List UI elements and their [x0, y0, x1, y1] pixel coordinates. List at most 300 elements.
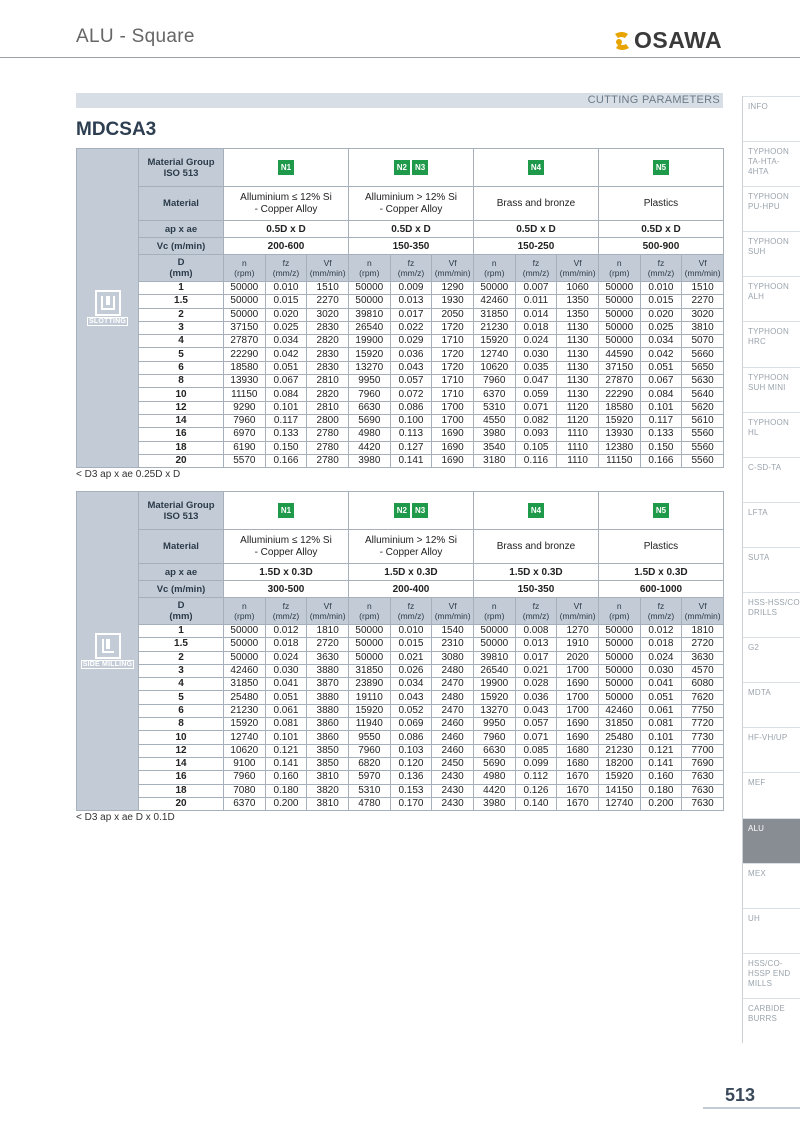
table-cell: 0.021: [390, 651, 432, 664]
table-cell: 6630: [348, 401, 390, 414]
table-cell: 0.011: [515, 295, 557, 308]
table-cell: 2830: [307, 321, 349, 334]
table-row: [77, 335, 724, 348]
table-cell: 0.042: [265, 348, 307, 361]
table-cell: 4420: [348, 441, 390, 454]
table-cell: 4570: [682, 664, 724, 677]
table-cell: 0.116: [515, 454, 557, 467]
table-cell: 21230: [473, 321, 515, 334]
table-cell: 2470: [432, 678, 474, 691]
sidebar-tab[interactable]: TYPHOON HRC: [742, 321, 800, 366]
table-cell: 5620: [682, 401, 724, 414]
table-row: [77, 784, 724, 797]
sidebar-tab[interactable]: SUTA: [742, 547, 800, 592]
apxae-value: 1.5D x 0.3D: [598, 564, 723, 581]
apxae-row: [77, 221, 724, 238]
sidebar-tab[interactable]: MEX: [742, 863, 800, 908]
table-cell: 25480: [224, 691, 266, 704]
table-cell: 0.015: [390, 638, 432, 651]
table-cell: 2460: [432, 744, 474, 757]
vc-row: [77, 238, 724, 255]
material-name: Brass and bronze: [473, 187, 598, 221]
diameter-cell: 10: [139, 731, 224, 744]
table-cell: 2820: [307, 388, 349, 401]
table-cell: 0.112: [515, 771, 557, 784]
table-cell: 3980: [348, 454, 390, 467]
table-cell: 0.101: [640, 731, 682, 744]
apxae-value: 0.5D x D: [473, 221, 598, 238]
column-header-symbol: Vf: [448, 601, 457, 611]
diameter-cell: 14: [139, 757, 224, 770]
table-row: [77, 321, 724, 334]
table-cell: 1690: [557, 678, 599, 691]
table-cell: 1700: [432, 401, 474, 414]
column-header: [598, 598, 640, 625]
table-row: [77, 691, 724, 704]
column-header-unit: (mm/z): [272, 611, 300, 621]
sidebar-tab[interactable]: C-SD-TA: [742, 457, 800, 502]
table-cell: 0.101: [265, 731, 307, 744]
column-header-symbol: Vf: [698, 601, 707, 611]
table-cell: 1690: [557, 718, 599, 731]
table-cell: 1710: [432, 375, 474, 388]
logo-text: OSAWA: [634, 27, 723, 53]
table-cell: 11150: [598, 454, 640, 467]
table-cell: 7960: [224, 414, 266, 427]
table-cell: 0.015: [640, 295, 682, 308]
material-group-chips: [473, 492, 598, 530]
table-cell: 1670: [557, 784, 599, 797]
table-cell: 22290: [598, 388, 640, 401]
vc-value: 300-500: [224, 581, 349, 598]
diameter-cell: 6: [139, 361, 224, 374]
table-cell: 2430: [432, 784, 474, 797]
operation-label: SLOTTING: [89, 318, 126, 326]
table-cell: 0.034: [640, 335, 682, 348]
table-cell: 12740: [224, 731, 266, 744]
table-cell: 2310: [432, 638, 474, 651]
table-cell: 0.028: [515, 678, 557, 691]
sidebar-tab[interactable]: INFO: [742, 96, 800, 141]
table-row: [77, 375, 724, 388]
table-cell: 2050: [432, 308, 474, 321]
table-cell: 11940: [348, 718, 390, 731]
diameter-header: [139, 255, 224, 282]
table-row: [77, 704, 724, 717]
table-cell: 50000: [348, 295, 390, 308]
table-cell: 42460: [224, 664, 266, 677]
table-cell: 1350: [557, 308, 599, 321]
table-cell: 14150: [598, 784, 640, 797]
column-header: [473, 598, 515, 625]
table-cell: 7690: [682, 757, 724, 770]
column-header-unit: (mm/min): [434, 268, 471, 278]
table-cell: 27870: [598, 375, 640, 388]
table-cell: 0.012: [265, 625, 307, 638]
material-group-chips: [598, 492, 723, 530]
table-cell: 5690: [473, 757, 515, 770]
table-cell: 9550: [348, 731, 390, 744]
column-header-symbol: Vf: [323, 601, 332, 611]
column-header: [598, 255, 640, 282]
column-header: [307, 255, 349, 282]
table-cell: 3180: [473, 454, 515, 467]
table-cell: 0.010: [640, 282, 682, 295]
table-cell: 2270: [682, 295, 724, 308]
table-cell: 50000: [598, 321, 640, 334]
table-cell: 7630: [682, 797, 724, 810]
diameter-cell: 1: [139, 282, 224, 295]
diameter-header: [139, 598, 224, 625]
material-label: Material: [139, 530, 224, 564]
table-cell: 0.126: [515, 784, 557, 797]
table-cell: 6080: [682, 678, 724, 691]
table-cell: 2780: [307, 441, 349, 454]
table-cell: 1540: [432, 625, 474, 638]
table-cell: 5630: [682, 375, 724, 388]
table-cell: 0.020: [265, 308, 307, 321]
table-cell: 7720: [682, 718, 724, 731]
table-cell: 2810: [307, 401, 349, 414]
table-cell: 0.024: [640, 651, 682, 664]
sidebar-tab[interactable]: LFTA: [742, 502, 800, 547]
column-header-symbol: Vf: [573, 601, 582, 611]
table-cell: 1510: [682, 282, 724, 295]
table-row: [77, 718, 724, 731]
table-cell: 2460: [432, 731, 474, 744]
table-cell: 0.017: [515, 651, 557, 664]
table-cell: 5560: [682, 454, 724, 467]
table-cell: 50000: [224, 651, 266, 664]
column-header-symbol: fz: [532, 258, 540, 268]
diameter-cell: 6: [139, 704, 224, 717]
column-header-symbol: n: [616, 258, 622, 268]
operation-panel: [77, 149, 139, 468]
table-cell: 5690: [348, 414, 390, 427]
table-cell: 3850: [307, 757, 349, 770]
table-cell: 0.022: [390, 321, 432, 334]
section-band-label: CUTTING PARAMETERS: [587, 94, 720, 106]
table-cell: 0.010: [265, 282, 307, 295]
table-cell: 31850: [224, 678, 266, 691]
table-cell: 31850: [473, 308, 515, 321]
table-cell: 2820: [307, 335, 349, 348]
table-row: [77, 348, 724, 361]
table-cell: 0.093: [515, 428, 557, 441]
table-cell: 0.018: [265, 638, 307, 651]
table-cell: 0.133: [640, 428, 682, 441]
table-cell: 2720: [307, 638, 349, 651]
table-cell: 1700: [557, 691, 599, 704]
material-group-chips: [224, 149, 349, 187]
table-cell: 1690: [557, 731, 599, 744]
table-cell: 12380: [598, 441, 640, 454]
table-cell: 3980: [473, 428, 515, 441]
table-row: [77, 414, 724, 427]
table-cell: 3630: [307, 651, 349, 664]
table-row: [77, 282, 724, 295]
diameter-cell: 8: [139, 375, 224, 388]
sidebar-tab[interactable]: HSS/CO-HSSP END MILLS: [742, 953, 800, 998]
table-cell: 1930: [432, 295, 474, 308]
diameter-cell: 8: [139, 718, 224, 731]
table-cell: 0.113: [390, 428, 432, 441]
table-cell: 31850: [348, 664, 390, 677]
table-cell: 0.067: [265, 375, 307, 388]
material-name: Alluminium > 12% Si - Copper Alloy: [348, 187, 473, 221]
table-cell: 1290: [432, 282, 474, 295]
sidebar-tab[interactable]: TYPHOON HL: [742, 412, 800, 457]
table-cell: 2780: [307, 428, 349, 441]
table-cell: 0.020: [640, 308, 682, 321]
table-cell: 50000: [348, 282, 390, 295]
table-cell: 19110: [348, 691, 390, 704]
apxae-value: 1.5D x 0.3D: [473, 564, 598, 581]
column-header: [265, 598, 307, 625]
diameter-cell: 1.5: [139, 638, 224, 651]
table-cell: 3860: [307, 731, 349, 744]
table-cell: 1130: [557, 335, 599, 348]
table-cell: 2720: [682, 638, 724, 651]
apxae-value: 0.5D x D: [598, 221, 723, 238]
table-cell: 0.081: [265, 718, 307, 731]
column-header-unit: (rpm): [359, 268, 380, 278]
table-cell: 0.047: [515, 375, 557, 388]
column-header-unit: (mm/z): [647, 611, 675, 621]
table-cell: 6190: [224, 441, 266, 454]
column-header: [224, 598, 266, 625]
table-cell: 7960: [348, 388, 390, 401]
table-cell: 1720: [432, 321, 474, 334]
table-cell: 2480: [432, 664, 474, 677]
column-header-unit: (rpm): [609, 268, 630, 278]
table-cell: 0.084: [265, 388, 307, 401]
table-cell: 3850: [307, 744, 349, 757]
table-cell: 37150: [224, 321, 266, 334]
table-cell: 4980: [473, 771, 515, 784]
page-number: 513: [725, 1085, 756, 1105]
column-header: [390, 598, 432, 625]
iso-group-chip: N3: [412, 503, 428, 518]
side-milling-parameters-table: [76, 491, 724, 811]
material-group-row: [77, 149, 724, 187]
table-cell: 12740: [473, 348, 515, 361]
apxae-value: 1.5D x 0.3D: [224, 564, 349, 581]
column-header-symbol: fz: [657, 601, 665, 611]
apxae-value: 0.5D x D: [348, 221, 473, 238]
table-cell: 0.025: [640, 321, 682, 334]
table-cell: 0.029: [390, 335, 432, 348]
table-cell: 50000: [598, 651, 640, 664]
sidebar-tab[interactable]: ALU: [742, 818, 800, 863]
table-cell: 0.071: [515, 731, 557, 744]
table-cell: 1110: [557, 428, 599, 441]
table-cell: 12740: [598, 797, 640, 810]
column-header-unit: (mm/min): [434, 611, 471, 621]
table-row: [77, 308, 724, 321]
header-divider: [0, 57, 800, 58]
sidebar-tab[interactable]: HF-VH/UP: [742, 727, 800, 772]
diameter-cell: 1.5: [139, 295, 224, 308]
sidebar-tab[interactable]: MEF: [742, 772, 800, 817]
table-cell: 1130: [557, 388, 599, 401]
table-cell: 0.052: [390, 704, 432, 717]
vc-row: [77, 581, 724, 598]
column-header-unit: (mm/min): [309, 268, 346, 278]
column-header: [265, 255, 307, 282]
table-cell: 50000: [598, 295, 640, 308]
table-cell: 0.100: [390, 414, 432, 427]
table-cell: 50000: [598, 691, 640, 704]
apxae-value: 0.5D x D: [224, 221, 349, 238]
table-cell: 10620: [224, 744, 266, 757]
iso-group-chip: N4: [528, 503, 544, 518]
table-cell: 19900: [348, 335, 390, 348]
material-group-chips: [598, 149, 723, 187]
diameter-cell: 5: [139, 348, 224, 361]
table-cell: 0.051: [265, 691, 307, 704]
column-header-symbol: n: [241, 601, 247, 611]
diameter-cell: 2: [139, 651, 224, 664]
table-cell: 1700: [557, 704, 599, 717]
material-label: Material: [139, 187, 224, 221]
sidebar-tab[interactable]: G2: [742, 637, 800, 682]
operation-label: SIDE MILLING: [82, 661, 133, 669]
column-header: [224, 255, 266, 282]
column-header-symbol: fz: [657, 258, 665, 268]
table-cell: 50000: [473, 282, 515, 295]
column-header-unit: (mm/z): [397, 268, 425, 278]
table-cell: 18200: [598, 757, 640, 770]
table-cell: 0.024: [265, 651, 307, 664]
sidebar-tab[interactable]: TYPHOON ALH: [742, 276, 800, 321]
table-cell: 0.069: [390, 718, 432, 731]
table-cell: 15920: [473, 691, 515, 704]
table-cell: 2450: [432, 757, 474, 770]
table-cell: 1690: [432, 454, 474, 467]
table-cell: 0.051: [640, 691, 682, 704]
table-cell: 0.030: [265, 664, 307, 677]
table-cell: 5650: [682, 361, 724, 374]
table-row: [77, 771, 724, 784]
side-milling-note: < D3 ap x ae D x 0.1D: [76, 812, 175, 823]
iso-group-chip: N2: [394, 160, 410, 175]
table-cell: 50000: [598, 625, 640, 638]
column-header: [515, 255, 557, 282]
column-header: [348, 598, 390, 625]
diameter-cell: 16: [139, 771, 224, 784]
table-cell: 5310: [348, 784, 390, 797]
table-cell: 1130: [557, 361, 599, 374]
table-row: [77, 638, 724, 651]
iso-group-chip: N3: [412, 160, 428, 175]
material-row: [77, 530, 724, 564]
material-name: Plastics: [598, 530, 723, 564]
table-cell: 0.086: [390, 401, 432, 414]
table-cell: 1720: [432, 348, 474, 361]
table-cell: 7960: [473, 375, 515, 388]
sidebar-tab[interactable]: TYPHOON PU-HPU: [742, 186, 800, 231]
table-cell: 3880: [307, 704, 349, 717]
table-cell: 1270: [557, 625, 599, 638]
column-header-unit: (mm/min): [684, 268, 721, 278]
table-cell: 3020: [307, 308, 349, 321]
material-row: [77, 187, 724, 221]
table-cell: 15920: [598, 771, 640, 784]
slotting-note: < D3 ap x ae 0.25D x D: [76, 469, 181, 480]
table-cell: 0.141: [265, 757, 307, 770]
table-cell: 2780: [307, 454, 349, 467]
table-cell: 5560: [682, 428, 724, 441]
table-cell: 50000: [598, 664, 640, 677]
table-cell: 1690: [432, 428, 474, 441]
material-name: Alluminium > 12% Si - Copper Alloy: [348, 530, 473, 564]
column-header-unit: (rpm): [484, 268, 505, 278]
table-cell: 13270: [473, 704, 515, 717]
iso-group-chip: N1: [278, 160, 294, 175]
table-cell: 0.057: [515, 718, 557, 731]
material-group-chips: [224, 492, 349, 530]
column-header: [307, 598, 349, 625]
sidebar-tab[interactable]: TYPHOON SUH: [742, 231, 800, 276]
table-cell: 2830: [307, 348, 349, 361]
column-header-unit: (rpm): [234, 611, 255, 621]
section-band: [76, 93, 723, 108]
table-cell: 3860: [307, 718, 349, 731]
sidebar-tab[interactable]: MDTA: [742, 682, 800, 727]
sidebar-tab[interactable]: TYPHOON SUH MINI: [742, 367, 800, 412]
table-cell: 7700: [682, 744, 724, 757]
table-cell: 1710: [432, 388, 474, 401]
table-cell: 0.121: [640, 744, 682, 757]
table-cell: 1710: [432, 335, 474, 348]
table-cell: 50000: [473, 625, 515, 638]
column-header-symbol: fz: [282, 601, 290, 611]
table-cell: 0.081: [640, 718, 682, 731]
diameter-cell: 20: [139, 797, 224, 810]
column-header: [682, 255, 724, 282]
sidebar-tab[interactable]: CARBIDE BURRS: [742, 998, 800, 1043]
sidebar-tab[interactable]: HSS-HSS/CO DRILLS: [742, 592, 800, 637]
table-cell: 21230: [224, 704, 266, 717]
sidebar-tab[interactable]: TYPHOON TA-HTA-4HTA: [742, 141, 800, 186]
column-header-unit: (mm/min): [309, 611, 346, 621]
apxae-value: 1.5D x 0.3D: [348, 564, 473, 581]
table-cell: 0.140: [515, 797, 557, 810]
table-row: [77, 664, 724, 677]
table-cell: 1700: [557, 664, 599, 677]
table-cell: 50000: [598, 282, 640, 295]
column-header-symbol: fz: [532, 601, 540, 611]
table-row: [77, 388, 724, 401]
table-cell: 0.043: [390, 361, 432, 374]
table-cell: 0.150: [640, 441, 682, 454]
table-cell: 27870: [224, 335, 266, 348]
table-row: [77, 295, 724, 308]
table-cell: 2470: [432, 704, 474, 717]
diameter-cell: 5: [139, 691, 224, 704]
table-row: [77, 441, 724, 454]
table-row: [77, 678, 724, 691]
table-cell: 0.121: [265, 744, 307, 757]
table-cell: 9950: [348, 375, 390, 388]
operation-panel: [77, 492, 139, 811]
column-header: [473, 255, 515, 282]
table-cell: 9290: [224, 401, 266, 414]
diameter-cell: 10: [139, 388, 224, 401]
sidebar-tab[interactable]: UH: [742, 908, 800, 953]
vc-label: Vc (m/min): [139, 238, 224, 255]
